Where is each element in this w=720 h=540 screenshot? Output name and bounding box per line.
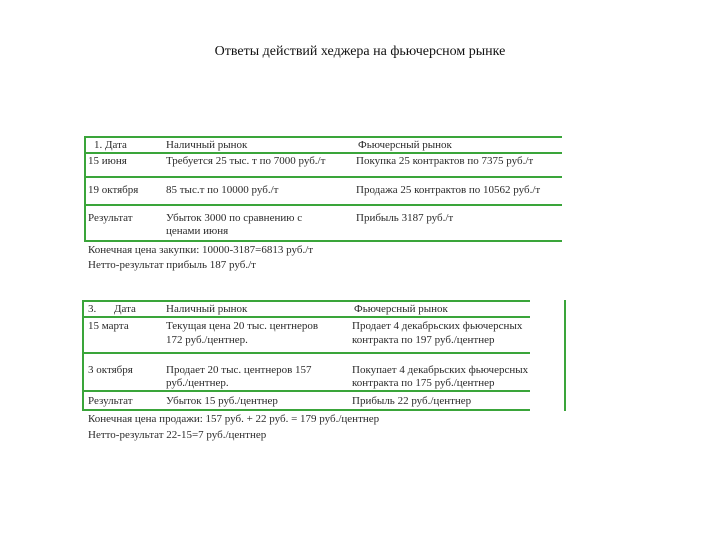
- table-2-right-rule: [564, 300, 566, 411]
- table-1-note-final-price: Конечная цена закупки: 10000-3187=6813 руб./т: [88, 244, 314, 256]
- table-2-row-cash: Текущая цена 20 тыс. центнеров: [166, 320, 319, 332]
- table-2-row-cash: Продает 20 тыс. центнеров 157: [166, 364, 312, 376]
- table-1-row-cash: Требуется 25 тыс. т по 7000 руб./т: [166, 155, 326, 167]
- table-2-header-number: 3.: [88, 303, 97, 315]
- table-2-note-net-result: Нетто-результат 22-15=7 руб./центнер: [88, 429, 267, 441]
- table-1-row-cash: Убыток 3000 по сравнению с: [166, 212, 303, 224]
- table-2-note-final-price: Конечная цена продажи: 157 руб. + 22 руб. = 179 руб./центнер: [88, 413, 380, 425]
- table-1-row-date: 19 октября: [88, 184, 139, 196]
- page-title: Ответы действий хеджера на фьючерсном рынке: [214, 44, 506, 59]
- table-2-row-cash-line-2: 172 руб./центнер.: [166, 334, 248, 346]
- table-2-row-futures: Продает 4 декабрьских фьючерсных: [352, 320, 523, 332]
- table-2-row-date: Результат: [88, 395, 133, 407]
- table-1-header-futures: Фьючерсный рынок: [358, 139, 452, 151]
- table-2-row-futures: Покупает 4 декабрьских фьючерсных: [352, 364, 529, 376]
- table-2-header-date: Дата: [114, 303, 136, 315]
- table-2-row-futures-line-2: контракта по 175 руб./центнер: [352, 377, 495, 389]
- table-2-header-futures: Фьючерсный рынок: [354, 303, 448, 315]
- table-2-left-rule: [82, 300, 84, 411]
- table-1-row-futures: Покупка 25 контрактов по 7375 руб./т: [356, 155, 534, 167]
- table-2-bottom-rule: [82, 409, 530, 411]
- table-1-row-cash-line-2: ценами июня: [166, 225, 229, 237]
- table-2-row-futures: Прибыль 22 руб./центнер: [352, 395, 472, 407]
- table-2-top-rule: [82, 300, 530, 302]
- table-1-note-net-result: Нетто-результат прибыль 187 руб./т: [88, 259, 256, 271]
- table-2-row-cash-line-2: руб./центнер.: [166, 377, 229, 389]
- table-1-row-date: 15 июня: [88, 155, 127, 167]
- table-1-row-futures: Прибыль 3187 руб./т: [356, 212, 454, 224]
- table-2-row-rule: [82, 390, 530, 392]
- table-2-row-date: 15 марта: [88, 320, 129, 332]
- table-2-row-rule: [82, 352, 530, 354]
- table-2-header-cash: Наличный рынок: [166, 303, 248, 315]
- table-2-row-date: 3 октября: [88, 364, 133, 376]
- table-1-row-date: Результат: [88, 212, 133, 224]
- table-2-header-rule: [82, 316, 530, 318]
- table-1-header-cash: Наличный рынок: [166, 139, 248, 151]
- table-1-row-cash: 85 тыс.т по 10000 руб./т: [166, 184, 279, 196]
- table-1-header-date: 1. Дата: [94, 139, 127, 151]
- table-1-row-futures: Продажа 25 контрактов по 10562 руб./т: [356, 184, 541, 196]
- table-2-row-cash: Убыток 15 руб./центнер: [166, 395, 278, 407]
- table-2-row-futures-line-2: контракта по 197 руб./центнер: [352, 334, 495, 346]
